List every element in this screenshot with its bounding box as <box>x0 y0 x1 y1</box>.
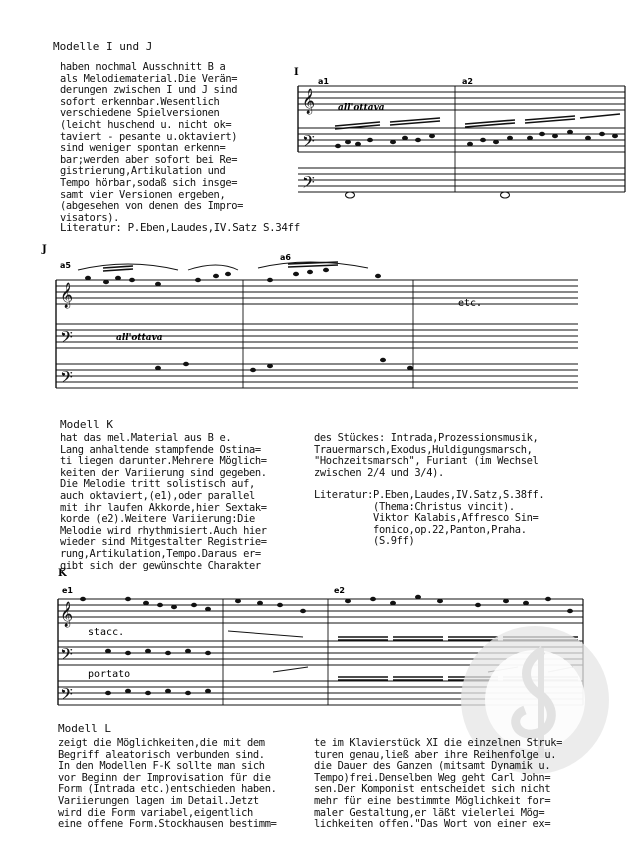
mark-e2: e2 <box>334 586 345 595</box>
mark-a5: a5 <box>60 261 71 270</box>
paragraph-modell-l-right: te im Klavierstück XI die einzelnen Struk= turen genau,ließ aber ihre Reihenfolge u. die Dauer des Ganzen (mitsamt Dynamik u. Tempo)frei.Denselben Weg geht Carl John= sen.Der Komponist entscheidet sich nicht mehr für eine bestimmte Möglichkeit for= maler Gestaltung,er läßt vielerlei Mög= lichkeiten offen."Das Wort von einer ex= <box>314 737 563 831</box>
svg-text:𝄢: 𝄢 <box>60 327 73 351</box>
etc-label: etc. <box>458 298 483 309</box>
score-j <box>38 240 598 400</box>
stacc-label: stacc. <box>88 627 125 638</box>
mark-a6: a6 <box>280 253 291 262</box>
all-ottava-j: all'ottava <box>116 333 163 343</box>
rehearsal-i: I <box>294 67 299 78</box>
score-i <box>290 58 630 218</box>
svg-text:𝄢: 𝄢 <box>60 367 73 391</box>
svg-text:𝄢: 𝄢 <box>302 172 315 196</box>
svg-text:𝄞: 𝄞 <box>302 89 316 114</box>
mark-a2: a2 <box>462 77 473 86</box>
all-ottava-i: all'ottava <box>338 103 385 113</box>
svg-text:𝄞: 𝄞 <box>60 283 74 308</box>
paragraph-modell-k-left: hat das mel.Material aus B e. Lang anhaltende stampfende Ostina= ti liegen darunter.Mehrere Möglich= keiten der Variierung sind gegeben. Die Melodie tritt solistisch auf, auch oktaviert,(e1),oder parallel mit ihr laufen Akkorde,hier Sextak= korde (e2).Weitere Variierung:Die Melodie wird rhythmisiert.Auch hier wieder sind Mitgestalter Registrie= rung,Artikulation,Tempo.Daraus er= gibt sich der gewünschte Charakter <box>60 432 267 572</box>
heading-modell-k: Modell K <box>60 418 113 431</box>
svg-text:𝄞: 𝄞 <box>60 602 74 627</box>
paragraph-modell-k-right: des Stückes: Intrada,Prozessionsmusik, Trauermarsch,Exodus,Huldigungsmarsch, "Hochzeitsmarsch", Furiant (im Wechsel zwischen 2/4 und 3/4). <box>314 432 539 479</box>
heading-modelle-i-j: Modelle I und J <box>53 40 153 53</box>
svg-text:𝄢: 𝄢 <box>60 684 73 708</box>
literature-modelle-i-j: Literatur: P.Eben,Laudes,IV.Satz S.34ff <box>60 221 300 234</box>
portato-label: portato <box>88 669 131 680</box>
heading-modell-l: Modell L <box>58 722 111 735</box>
mark-a1: a1 <box>318 77 329 86</box>
paragraph-modell-l-left: zeigt die Möglichkeiten,die mit dem Begriff aleatorisch verbunden sind. In den Modellen F-K sollte man sich vor Beginn der Improvisation für die Form (Intrada etc.)entschieden haben. Variierungen lagen im Detail.Jetzt wird die Form variabel,eigentlich eine offene Form.Stockhausen bestimm= <box>58 737 277 831</box>
literature-modell-k: Literatur:P.Eben,Laudes,IV.Satz,S.38ff. (Thema:Christus vincit). Viktor Kalabis,Affresco Sin= fonico,op.22,Panton,Praha. (S.9ff) <box>314 489 545 548</box>
rehearsal-k: K <box>58 568 67 579</box>
svg-text:𝄢: 𝄢 <box>302 131 315 155</box>
rehearsal-j: J <box>42 244 47 255</box>
svg-text:𝄢: 𝄢 <box>60 644 73 668</box>
staff-pedal <box>298 168 625 192</box>
mark-e1: e1 <box>62 586 73 595</box>
paragraph-modelle-i-j: haben nochmal Ausschnitt B a als Melodiematerial.Die Verän= derungen zwischen I und J sind sofort erkennbar.Wesentlich verschiedene Spielversionen (leicht huschend u. nicht ok= taviert - pesante u.oktaviert) sind weniger spontan erkenn= bar;werden aber sofort bei Re= gistrierung,Artikulation und Tempo hörbar,sodaß sich insge= samt vier Versionen ergeben, (abgesehen von denen des Impro= visators). <box>60 61 244 224</box>
whole-notes-pedal <box>346 192 510 198</box>
